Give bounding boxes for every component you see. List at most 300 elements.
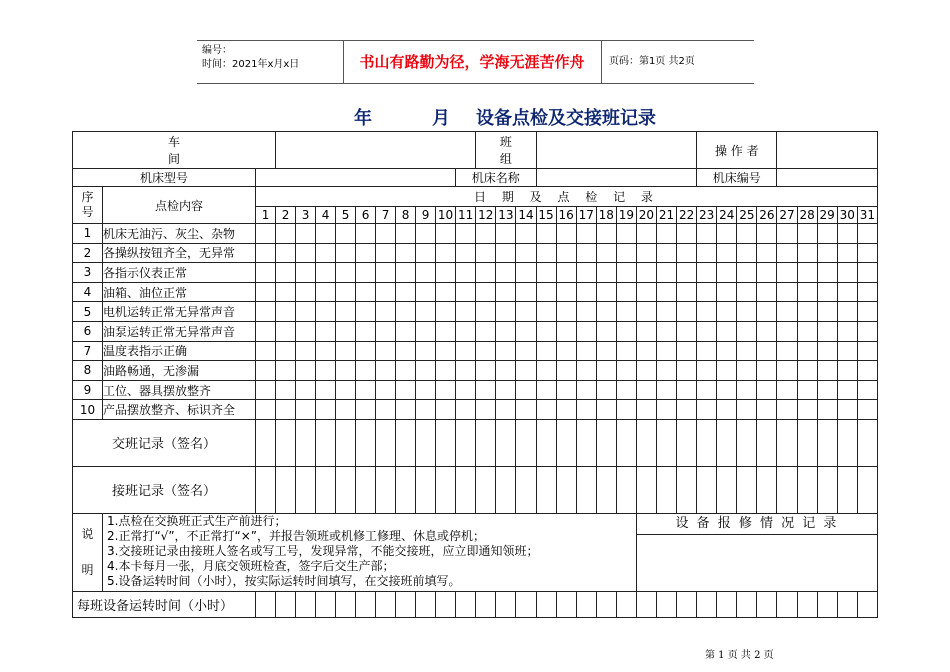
- takeover-sign-cell[interactable]: [476, 466, 496, 513]
- runtime-cell[interactable]: [636, 591, 656, 617]
- check-mark-cell[interactable]: [476, 380, 496, 400]
- check-mark-cell[interactable]: [677, 380, 697, 400]
- check-mark-cell[interactable]: [256, 302, 276, 322]
- check-mark-cell[interactable]: [817, 400, 837, 420]
- check-mark-cell[interactable]: [476, 321, 496, 341]
- takeover-sign-cell[interactable]: [837, 466, 857, 513]
- check-mark-cell[interactable]: [777, 243, 797, 263]
- check-mark-cell[interactable]: [396, 380, 416, 400]
- check-mark-cell[interactable]: [476, 361, 496, 381]
- check-mark-cell[interactable]: [496, 282, 516, 302]
- check-mark-cell[interactable]: [857, 243, 877, 263]
- runtime-cell[interactable]: [436, 591, 456, 617]
- handover-sign-cell[interactable]: [356, 419, 376, 466]
- check-mark-cell[interactable]: [596, 341, 616, 361]
- check-mark-cell[interactable]: [737, 321, 757, 341]
- check-mark-cell[interactable]: [616, 282, 636, 302]
- check-mark-cell[interactable]: [576, 321, 596, 341]
- runtime-cell[interactable]: [336, 591, 356, 617]
- check-mark-cell[interactable]: [516, 263, 536, 283]
- check-mark-cell[interactable]: [656, 380, 676, 400]
- check-mark-cell[interactable]: [316, 263, 336, 283]
- check-mark-cell[interactable]: [496, 400, 516, 420]
- takeover-sign-cell[interactable]: [757, 466, 777, 513]
- check-mark-cell[interactable]: [837, 243, 857, 263]
- check-mark-cell[interactable]: [857, 361, 877, 381]
- check-mark-cell[interactable]: [256, 243, 276, 263]
- handover-sign-cell[interactable]: [797, 419, 817, 466]
- check-mark-cell[interactable]: [436, 302, 456, 322]
- check-mark-cell[interactable]: [636, 321, 656, 341]
- check-mark-cell[interactable]: [316, 400, 336, 420]
- check-mark-cell[interactable]: [536, 282, 556, 302]
- operator-field[interactable]: [777, 132, 877, 169]
- check-mark-cell[interactable]: [576, 224, 596, 244]
- check-mark-cell[interactable]: [256, 400, 276, 420]
- handover-sign-cell[interactable]: [576, 419, 596, 466]
- takeover-sign-cell[interactable]: [656, 466, 676, 513]
- check-mark-cell[interactable]: [797, 341, 817, 361]
- takeover-sign-cell[interactable]: [296, 466, 316, 513]
- check-mark-cell[interactable]: [636, 341, 656, 361]
- check-mark-cell[interactable]: [376, 321, 396, 341]
- check-mark-cell[interactable]: [316, 282, 336, 302]
- check-mark-cell[interactable]: [656, 321, 676, 341]
- check-mark-cell[interactable]: [256, 321, 276, 341]
- check-mark-cell[interactable]: [536, 341, 556, 361]
- check-mark-cell[interactable]: [456, 380, 476, 400]
- check-mark-cell[interactable]: [296, 380, 316, 400]
- runtime-cell[interactable]: [817, 591, 837, 617]
- check-mark-cell[interactable]: [256, 361, 276, 381]
- check-mark-cell[interactable]: [576, 282, 596, 302]
- takeover-sign-cell[interactable]: [556, 466, 576, 513]
- takeover-sign-cell[interactable]: [336, 466, 356, 513]
- check-mark-cell[interactable]: [516, 361, 536, 381]
- handover-sign-cell[interactable]: [536, 419, 556, 466]
- runtime-cell[interactable]: [356, 591, 376, 617]
- check-mark-cell[interactable]: [677, 361, 697, 381]
- check-mark-cell[interactable]: [416, 361, 436, 381]
- check-mark-cell[interactable]: [516, 400, 536, 420]
- takeover-sign-cell[interactable]: [636, 466, 656, 513]
- check-mark-cell[interactable]: [817, 341, 837, 361]
- check-mark-cell[interactable]: [817, 361, 837, 381]
- check-mark-cell[interactable]: [436, 341, 456, 361]
- check-mark-cell[interactable]: [857, 224, 877, 244]
- handover-sign-cell[interactable]: [777, 419, 797, 466]
- check-mark-cell[interactable]: [737, 380, 757, 400]
- runtime-cell[interactable]: [536, 591, 556, 617]
- handover-sign-cell[interactable]: [837, 419, 857, 466]
- handover-sign-cell[interactable]: [596, 419, 616, 466]
- check-mark-cell[interactable]: [656, 263, 676, 283]
- takeover-sign-cell[interactable]: [697, 466, 717, 513]
- handover-sign-cell[interactable]: [677, 419, 697, 466]
- check-mark-cell[interactable]: [677, 321, 697, 341]
- check-mark-cell[interactable]: [456, 263, 476, 283]
- check-mark-cell[interactable]: [576, 361, 596, 381]
- check-mark-cell[interactable]: [556, 282, 576, 302]
- check-mark-cell[interactable]: [296, 321, 316, 341]
- check-mark-cell[interactable]: [857, 282, 877, 302]
- runtime-cell[interactable]: [677, 591, 697, 617]
- check-mark-cell[interactable]: [576, 263, 596, 283]
- check-mark-cell[interactable]: [396, 224, 416, 244]
- runtime-cell[interactable]: [376, 591, 396, 617]
- check-mark-cell[interactable]: [456, 321, 476, 341]
- runtime-cell[interactable]: [276, 591, 296, 617]
- check-mark-cell[interactable]: [656, 400, 676, 420]
- check-mark-cell[interactable]: [857, 400, 877, 420]
- runtime-cell[interactable]: [456, 591, 476, 617]
- handover-sign-cell[interactable]: [336, 419, 356, 466]
- runtime-cell[interactable]: [396, 591, 416, 617]
- check-mark-cell[interactable]: [717, 361, 737, 381]
- runtime-cell[interactable]: [476, 591, 496, 617]
- check-mark-cell[interactable]: [536, 224, 556, 244]
- check-mark-cell[interactable]: [737, 224, 757, 244]
- check-mark-cell[interactable]: [737, 341, 757, 361]
- check-mark-cell[interactable]: [817, 302, 837, 322]
- check-mark-cell[interactable]: [356, 302, 376, 322]
- check-mark-cell[interactable]: [837, 282, 857, 302]
- takeover-sign-cell[interactable]: [737, 466, 757, 513]
- handover-sign-cell[interactable]: [256, 419, 276, 466]
- check-mark-cell[interactable]: [717, 341, 737, 361]
- check-mark-cell[interactable]: [336, 302, 356, 322]
- runtime-cell[interactable]: [496, 591, 516, 617]
- check-mark-cell[interactable]: [256, 224, 276, 244]
- check-mark-cell[interactable]: [396, 263, 416, 283]
- check-mark-cell[interactable]: [516, 380, 536, 400]
- runtime-cell[interactable]: [596, 591, 616, 617]
- check-mark-cell[interactable]: [356, 321, 376, 341]
- check-mark-cell[interactable]: [697, 361, 717, 381]
- check-mark-cell[interactable]: [276, 302, 296, 322]
- check-mark-cell[interactable]: [396, 243, 416, 263]
- check-mark-cell[interactable]: [456, 400, 476, 420]
- check-mark-cell[interactable]: [536, 263, 556, 283]
- check-mark-cell[interactable]: [777, 302, 797, 322]
- check-mark-cell[interactable]: [797, 282, 817, 302]
- check-mark-cell[interactable]: [496, 361, 516, 381]
- check-mark-cell[interactable]: [616, 243, 636, 263]
- check-mark-cell[interactable]: [336, 224, 356, 244]
- handover-sign-cell[interactable]: [436, 419, 456, 466]
- handover-sign-cell[interactable]: [316, 419, 336, 466]
- handover-sign-cell[interactable]: [757, 419, 777, 466]
- check-mark-cell[interactable]: [797, 321, 817, 341]
- check-mark-cell[interactable]: [616, 361, 636, 381]
- check-mark-cell[interactable]: [556, 263, 576, 283]
- check-mark-cell[interactable]: [697, 243, 717, 263]
- check-mark-cell[interactable]: [556, 321, 576, 341]
- check-mark-cell[interactable]: [737, 243, 757, 263]
- check-mark-cell[interactable]: [456, 302, 476, 322]
- takeover-sign-cell[interactable]: [777, 466, 797, 513]
- takeover-sign-cell[interactable]: [536, 466, 556, 513]
- check-mark-cell[interactable]: [576, 341, 596, 361]
- check-mark-cell[interactable]: [596, 321, 616, 341]
- check-mark-cell[interactable]: [316, 341, 336, 361]
- check-mark-cell[interactable]: [416, 263, 436, 283]
- runtime-cell[interactable]: [576, 591, 596, 617]
- check-mark-cell[interactable]: [316, 361, 336, 381]
- check-mark-cell[interactable]: [336, 380, 356, 400]
- check-mark-cell[interactable]: [717, 243, 737, 263]
- handover-sign-cell[interactable]: [296, 419, 316, 466]
- check-mark-cell[interactable]: [336, 361, 356, 381]
- takeover-sign-cell[interactable]: [677, 466, 697, 513]
- check-mark-cell[interactable]: [556, 380, 576, 400]
- check-mark-cell[interactable]: [757, 263, 777, 283]
- check-mark-cell[interactable]: [837, 263, 857, 283]
- check-mark-cell[interactable]: [416, 302, 436, 322]
- check-mark-cell[interactable]: [797, 400, 817, 420]
- check-mark-cell[interactable]: [536, 400, 556, 420]
- handover-sign-cell[interactable]: [656, 419, 676, 466]
- takeover-sign-cell[interactable]: [436, 466, 456, 513]
- runtime-cell[interactable]: [697, 591, 717, 617]
- check-mark-cell[interactable]: [817, 380, 837, 400]
- check-mark-cell[interactable]: [476, 224, 496, 244]
- handover-sign-cell[interactable]: [616, 419, 636, 466]
- check-mark-cell[interactable]: [777, 321, 797, 341]
- check-mark-cell[interactable]: [596, 380, 616, 400]
- check-mark-cell[interactable]: [777, 282, 797, 302]
- check-mark-cell[interactable]: [496, 302, 516, 322]
- takeover-sign-cell[interactable]: [376, 466, 396, 513]
- handover-sign-cell[interactable]: [456, 419, 476, 466]
- check-mark-cell[interactable]: [777, 400, 797, 420]
- check-mark-cell[interactable]: [316, 302, 336, 322]
- check-mark-cell[interactable]: [697, 400, 717, 420]
- check-mark-cell[interactable]: [456, 224, 476, 244]
- check-mark-cell[interactable]: [797, 361, 817, 381]
- check-mark-cell[interactable]: [596, 361, 616, 381]
- check-mark-cell[interactable]: [356, 400, 376, 420]
- check-mark-cell[interactable]: [616, 302, 636, 322]
- takeover-sign-cell[interactable]: [316, 466, 336, 513]
- check-mark-cell[interactable]: [296, 224, 316, 244]
- check-mark-cell[interactable]: [717, 263, 737, 283]
- check-mark-cell[interactable]: [777, 263, 797, 283]
- check-mark-cell[interactable]: [857, 302, 877, 322]
- check-mark-cell[interactable]: [797, 243, 817, 263]
- check-mark-cell[interactable]: [656, 341, 676, 361]
- check-mark-cell[interactable]: [576, 380, 596, 400]
- check-mark-cell[interactable]: [817, 282, 837, 302]
- runtime-cell[interactable]: [737, 591, 757, 617]
- check-mark-cell[interactable]: [677, 302, 697, 322]
- check-mark-cell[interactable]: [416, 341, 436, 361]
- check-mark-cell[interactable]: [436, 282, 456, 302]
- check-mark-cell[interactable]: [336, 282, 356, 302]
- check-mark-cell[interactable]: [616, 341, 636, 361]
- check-mark-cell[interactable]: [276, 224, 296, 244]
- check-mark-cell[interactable]: [857, 341, 877, 361]
- handover-sign-cell[interactable]: [737, 419, 757, 466]
- check-mark-cell[interactable]: [757, 282, 777, 302]
- check-mark-cell[interactable]: [576, 302, 596, 322]
- takeover-sign-cell[interactable]: [456, 466, 476, 513]
- handover-sign-cell[interactable]: [496, 419, 516, 466]
- check-mark-cell[interactable]: [556, 224, 576, 244]
- check-mark-cell[interactable]: [636, 302, 656, 322]
- check-mark-cell[interactable]: [296, 400, 316, 420]
- check-mark-cell[interactable]: [396, 341, 416, 361]
- check-mark-cell[interactable]: [697, 321, 717, 341]
- takeover-sign-cell[interactable]: [516, 466, 536, 513]
- check-mark-cell[interactable]: [276, 263, 296, 283]
- check-mark-cell[interactable]: [436, 263, 456, 283]
- check-mark-cell[interactable]: [616, 224, 636, 244]
- check-mark-cell[interactable]: [356, 380, 376, 400]
- takeover-sign-cell[interactable]: [596, 466, 616, 513]
- takeover-sign-cell[interactable]: [276, 466, 296, 513]
- check-mark-cell[interactable]: [516, 243, 536, 263]
- check-mark-cell[interactable]: [857, 321, 877, 341]
- takeover-sign-cell[interactable]: [857, 466, 877, 513]
- check-mark-cell[interactable]: [496, 380, 516, 400]
- check-mark-cell[interactable]: [276, 361, 296, 381]
- check-mark-cell[interactable]: [256, 263, 276, 283]
- check-mark-cell[interactable]: [616, 400, 636, 420]
- check-mark-cell[interactable]: [456, 341, 476, 361]
- check-mark-cell[interactable]: [296, 263, 316, 283]
- check-mark-cell[interactable]: [596, 243, 616, 263]
- check-mark-cell[interactable]: [456, 243, 476, 263]
- handover-sign-cell[interactable]: [476, 419, 496, 466]
- check-mark-cell[interactable]: [596, 263, 616, 283]
- handover-sign-cell[interactable]: [697, 419, 717, 466]
- check-mark-cell[interactable]: [717, 380, 737, 400]
- check-mark-cell[interactable]: [596, 224, 616, 244]
- runtime-cell[interactable]: [717, 591, 737, 617]
- check-mark-cell[interactable]: [516, 302, 536, 322]
- runtime-cell[interactable]: [837, 591, 857, 617]
- check-mark-cell[interactable]: [416, 243, 436, 263]
- check-mark-cell[interactable]: [396, 361, 416, 381]
- check-mark-cell[interactable]: [536, 380, 556, 400]
- runtime-cell[interactable]: [616, 591, 636, 617]
- check-mark-cell[interactable]: [777, 361, 797, 381]
- check-mark-cell[interactable]: [817, 224, 837, 244]
- runtime-cell[interactable]: [256, 591, 276, 617]
- check-mark-cell[interactable]: [697, 380, 717, 400]
- check-mark-cell[interactable]: [596, 400, 616, 420]
- check-mark-cell[interactable]: [797, 224, 817, 244]
- check-mark-cell[interactable]: [656, 361, 676, 381]
- check-mark-cell[interactable]: [697, 302, 717, 322]
- check-mark-cell[interactable]: [636, 380, 656, 400]
- check-mark-cell[interactable]: [516, 224, 536, 244]
- check-mark-cell[interactable]: [416, 400, 436, 420]
- check-mark-cell[interactable]: [556, 243, 576, 263]
- check-mark-cell[interactable]: [476, 302, 496, 322]
- check-mark-cell[interactable]: [296, 302, 316, 322]
- check-mark-cell[interactable]: [817, 263, 837, 283]
- team-field[interactable]: [536, 132, 697, 169]
- check-mark-cell[interactable]: [616, 321, 636, 341]
- check-mark-cell[interactable]: [697, 224, 717, 244]
- check-mark-cell[interactable]: [416, 321, 436, 341]
- check-mark-cell[interactable]: [857, 263, 877, 283]
- check-mark-cell[interactable]: [436, 321, 456, 341]
- check-mark-cell[interactable]: [316, 380, 336, 400]
- check-mark-cell[interactable]: [256, 380, 276, 400]
- check-mark-cell[interactable]: [677, 400, 697, 420]
- check-mark-cell[interactable]: [656, 282, 676, 302]
- handover-sign-cell[interactable]: [416, 419, 436, 466]
- repair-record-box[interactable]: [636, 513, 877, 591]
- check-mark-cell[interactable]: [436, 400, 456, 420]
- handover-sign-cell[interactable]: [717, 419, 737, 466]
- takeover-sign-cell[interactable]: [256, 466, 276, 513]
- check-mark-cell[interactable]: [656, 243, 676, 263]
- check-mark-cell[interactable]: [496, 243, 516, 263]
- check-mark-cell[interactable]: [516, 282, 536, 302]
- check-mark-cell[interactable]: [837, 341, 857, 361]
- check-mark-cell[interactable]: [697, 282, 717, 302]
- runtime-cell[interactable]: [296, 591, 316, 617]
- check-mark-cell[interactable]: [276, 282, 296, 302]
- check-mark-cell[interactable]: [256, 282, 276, 302]
- check-mark-cell[interactable]: [356, 243, 376, 263]
- check-mark-cell[interactable]: [697, 341, 717, 361]
- check-mark-cell[interactable]: [456, 361, 476, 381]
- check-mark-cell[interactable]: [616, 263, 636, 283]
- check-mark-cell[interactable]: [837, 380, 857, 400]
- check-mark-cell[interactable]: [336, 263, 356, 283]
- check-mark-cell[interactable]: [376, 400, 396, 420]
- check-mark-cell[interactable]: [276, 380, 296, 400]
- check-mark-cell[interactable]: [717, 302, 737, 322]
- check-mark-cell[interactable]: [757, 302, 777, 322]
- check-mark-cell[interactable]: [677, 263, 697, 283]
- check-mark-cell[interactable]: [596, 282, 616, 302]
- check-mark-cell[interactable]: [256, 341, 276, 361]
- check-mark-cell[interactable]: [837, 224, 857, 244]
- check-mark-cell[interactable]: [516, 321, 536, 341]
- check-mark-cell[interactable]: [737, 263, 757, 283]
- check-mark-cell[interactable]: [476, 282, 496, 302]
- check-mark-cell[interactable]: [356, 341, 376, 361]
- check-mark-cell[interactable]: [556, 341, 576, 361]
- takeover-sign-cell[interactable]: [496, 466, 516, 513]
- check-mark-cell[interactable]: [757, 243, 777, 263]
- check-mark-cell[interactable]: [276, 243, 296, 263]
- check-mark-cell[interactable]: [356, 361, 376, 381]
- check-mark-cell[interactable]: [777, 380, 797, 400]
- machine-model-field[interactable]: [256, 169, 456, 187]
- check-mark-cell[interactable]: [536, 361, 556, 381]
- check-mark-cell[interactable]: [376, 302, 396, 322]
- check-mark-cell[interactable]: [416, 380, 436, 400]
- handover-sign-cell[interactable]: [376, 419, 396, 466]
- check-mark-cell[interactable]: [276, 341, 296, 361]
- check-mark-cell[interactable]: [656, 302, 676, 322]
- check-mark-cell[interactable]: [436, 243, 456, 263]
- check-mark-cell[interactable]: [396, 302, 416, 322]
- check-mark-cell[interactable]: [636, 263, 656, 283]
- check-mark-cell[interactable]: [817, 321, 837, 341]
- check-mark-cell[interactable]: [757, 361, 777, 381]
- handover-sign-cell[interactable]: [636, 419, 656, 466]
- check-mark-cell[interactable]: [837, 361, 857, 381]
- check-mark-cell[interactable]: [536, 243, 556, 263]
